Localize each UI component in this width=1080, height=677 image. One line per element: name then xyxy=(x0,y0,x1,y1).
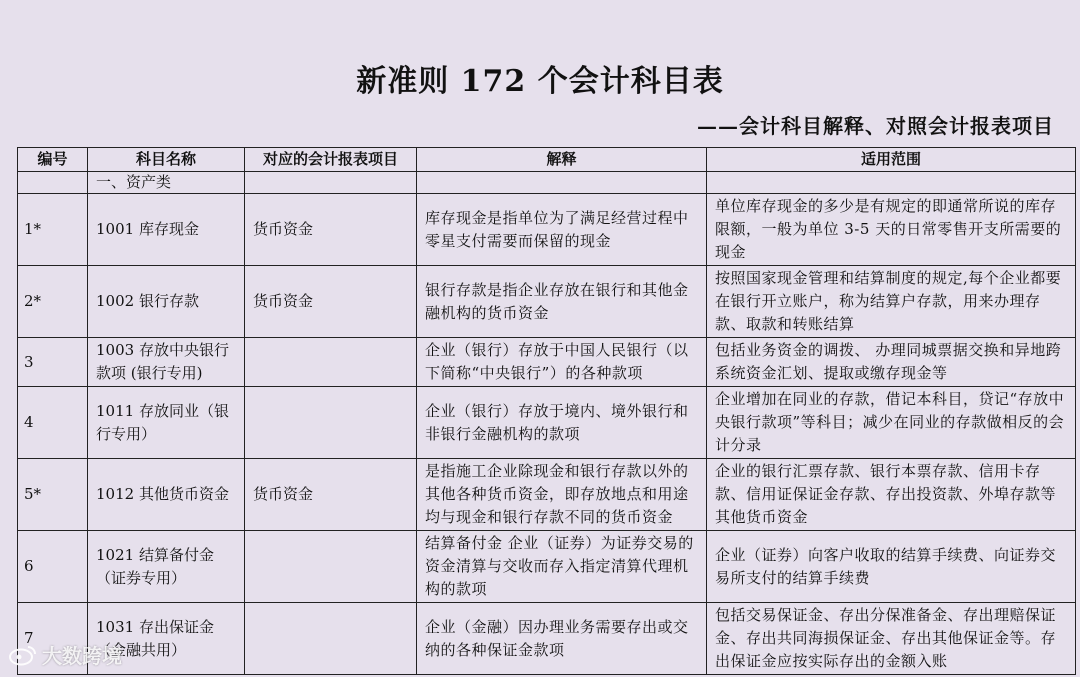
row-number: 5* xyxy=(18,459,88,531)
header-number: 编号 xyxy=(18,148,88,172)
watermark xyxy=(8,640,122,669)
header-report-item: 对应的会计报表项目 xyxy=(245,148,417,172)
row-scope: 企业增加在同业的存款，借记本科目，贷记“存放中央银行款项”等科目；减少在同业的存款做相反的会计分录 xyxy=(707,387,1076,459)
row-explanation: 企业（银行）存放于中国人民银行（以下简称“中央银行”）的各种款项 xyxy=(417,338,707,387)
table-row xyxy=(18,194,1076,266)
header-account-name: 科目名称 xyxy=(88,148,245,172)
row-account-name: 1003 存放中央银行款项 (银行专用) xyxy=(88,338,245,387)
row-account-name: 1012 其他货币资金 xyxy=(88,459,245,531)
document-title: 新准则 172 个会计科目表 xyxy=(356,64,724,99)
row-account-name: 1002 银行存款 xyxy=(88,266,245,338)
row-number: 7 xyxy=(18,603,88,675)
row-account-name: 1011 存放同业（银行专用） xyxy=(88,387,245,459)
row-number: 4 xyxy=(18,387,88,459)
table-row xyxy=(18,531,1076,603)
row-account-name: 1021 结算备付金（证券专用） xyxy=(88,531,245,603)
row-number: 6 xyxy=(18,531,88,603)
row-scope: 包括交易保证金、存出分保准备金、存出理赔保证金、存出共同海损保证金、存出其他保证金等。存出保证金应按实际存出的金额入账 xyxy=(707,603,1076,675)
row-explanation: 结算备付金 企业（证券）为证券交易的资金清算与交收而存入指定清算代理机构的款项 xyxy=(417,531,707,603)
category-row xyxy=(18,172,1076,194)
header-explanation: 解释 xyxy=(417,148,707,172)
row-report-item: 货币资金 xyxy=(245,459,417,531)
row-report-item xyxy=(245,531,417,603)
row-report-item: 货币资金 xyxy=(245,266,417,338)
row-explanation: 是指施工企业除现金和银行存款以外的其他各种货币资金，即存放地点和用途均与现金和银行存款不同的货币资金 xyxy=(417,459,707,531)
row-number: 2* xyxy=(18,266,88,338)
table-row xyxy=(18,603,1076,675)
row-number: 3 xyxy=(18,338,88,387)
table-header-row xyxy=(18,148,1076,172)
account-table xyxy=(17,147,1076,675)
row-explanation: 银行存款是指企业存放在银行和其他金融机构的货币资金 xyxy=(417,266,707,338)
table-row xyxy=(18,387,1076,459)
row-scope: 单位库存现金的多少是有规定的即通常所说的库存限额，一般为单位 3-5 天的日常零售开支所需要的现金 xyxy=(707,194,1076,266)
document-subtitle: ——会计科目解释、对照会计报表项目 xyxy=(697,114,1054,138)
table-row xyxy=(18,338,1076,387)
row-account-name: 1001 库存现金 xyxy=(88,194,245,266)
table-row xyxy=(18,266,1076,338)
row-report-item xyxy=(245,338,417,387)
row-account-name: 1031 存出保证金（金融共用） xyxy=(88,603,245,675)
row-number: 1* xyxy=(18,194,88,266)
row-scope: 按照国家现金管理和结算制度的规定,每个企业都要在银行开立账户，称为结算户存款，用来办理存款、取款和转账结算 xyxy=(707,266,1076,338)
table-row xyxy=(18,459,1076,531)
row-report-item xyxy=(245,603,417,675)
row-scope: 包括业务资金的调拨、 办理同城票据交换和异地跨系统资金汇划、提取或缴存现金等 xyxy=(707,338,1076,387)
row-explanation: 企业（银行）存放于境内、境外银行和非银行金融机构的款项 xyxy=(417,387,707,459)
row-scope: 企业的银行汇票存款、银行本票存款、信用卡存款、信用证保证金存款、存出投资款、外埠存款等其他货币资金 xyxy=(707,459,1076,531)
header-scope: 适用范围 xyxy=(707,148,1076,172)
category-label: 一、资产类 xyxy=(88,172,245,194)
row-report-item: 货币资金 xyxy=(245,194,417,266)
row-report-item xyxy=(245,387,417,459)
row-explanation: 库存现金是指单位为了满足经营过程中零星支付需要而保留的现金 xyxy=(417,194,707,266)
weibo-style-logo-icon xyxy=(8,644,38,666)
row-scope: 企业（证券）向客户收取的结算手续费、向证券交易所支付的结算手续费 xyxy=(707,531,1076,603)
watermark-text: 大数跨境 xyxy=(42,644,122,668)
row-explanation: 企业（金融）因办理业务需要存出或交纳的各种保证金款项 xyxy=(417,603,707,675)
